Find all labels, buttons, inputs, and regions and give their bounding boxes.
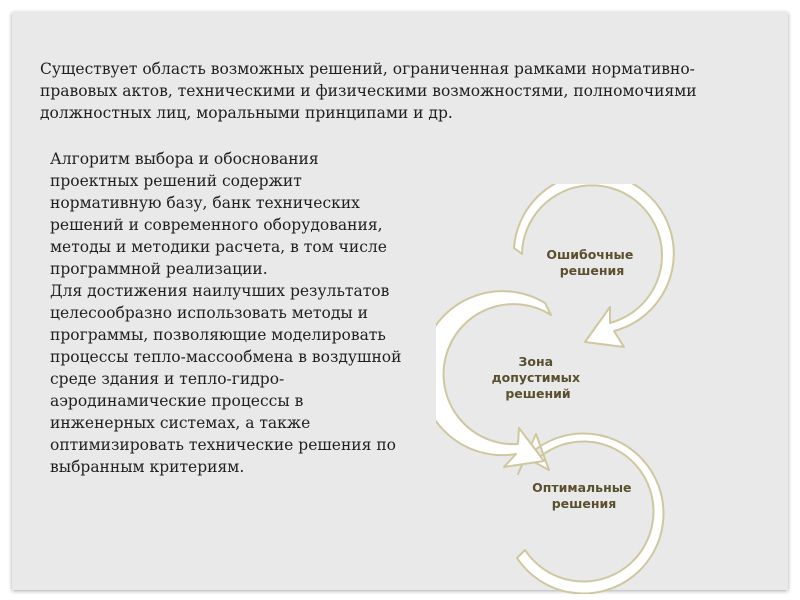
cycle-diagram (436, 184, 696, 594)
stage-acceptable-line-3: решений (505, 386, 571, 401)
stage-optimal-line-2: решения (551, 496, 617, 511)
stage-label-acceptable (492, 354, 585, 401)
body-paragraph-1: Алгоритм выбора и обоснования проектных решений содержит нормативную базу, банк технических решений и современного оборудования, методы и методики расчета, в том числе программной реализации. (50, 150, 387, 278)
body-text (50, 148, 410, 478)
stage-erroneous-line-1: Ошибочные (546, 247, 634, 262)
intro-text: Существует область возможных решений, ограниченная рамками нормативно-правовых актов, техническими и физическими возможностями, полномочиями должностных лиц, моральными принципами и др. (40, 60, 697, 122)
stage-label-optimal (532, 480, 636, 511)
stage-optimal-line-1: Оптимальные (532, 480, 632, 495)
stage-label-erroneous (546, 247, 637, 278)
stage-acceptable-line-2: допустимых (491, 370, 581, 385)
stage-acceptable-line-1: Зона (518, 354, 554, 369)
body-paragraph-2: Для достижения наилучших результатов целесообразно использовать методы и программы, позволяющие моделировать процессы тепло-массообмена в воздушной среде здания и тепло-гидро-аэродинамические процессы в инженерных системах, а также оптимизировать технические решения по выбранным критериям. (50, 282, 402, 476)
stage-erroneous-line-2: решения (559, 263, 625, 278)
